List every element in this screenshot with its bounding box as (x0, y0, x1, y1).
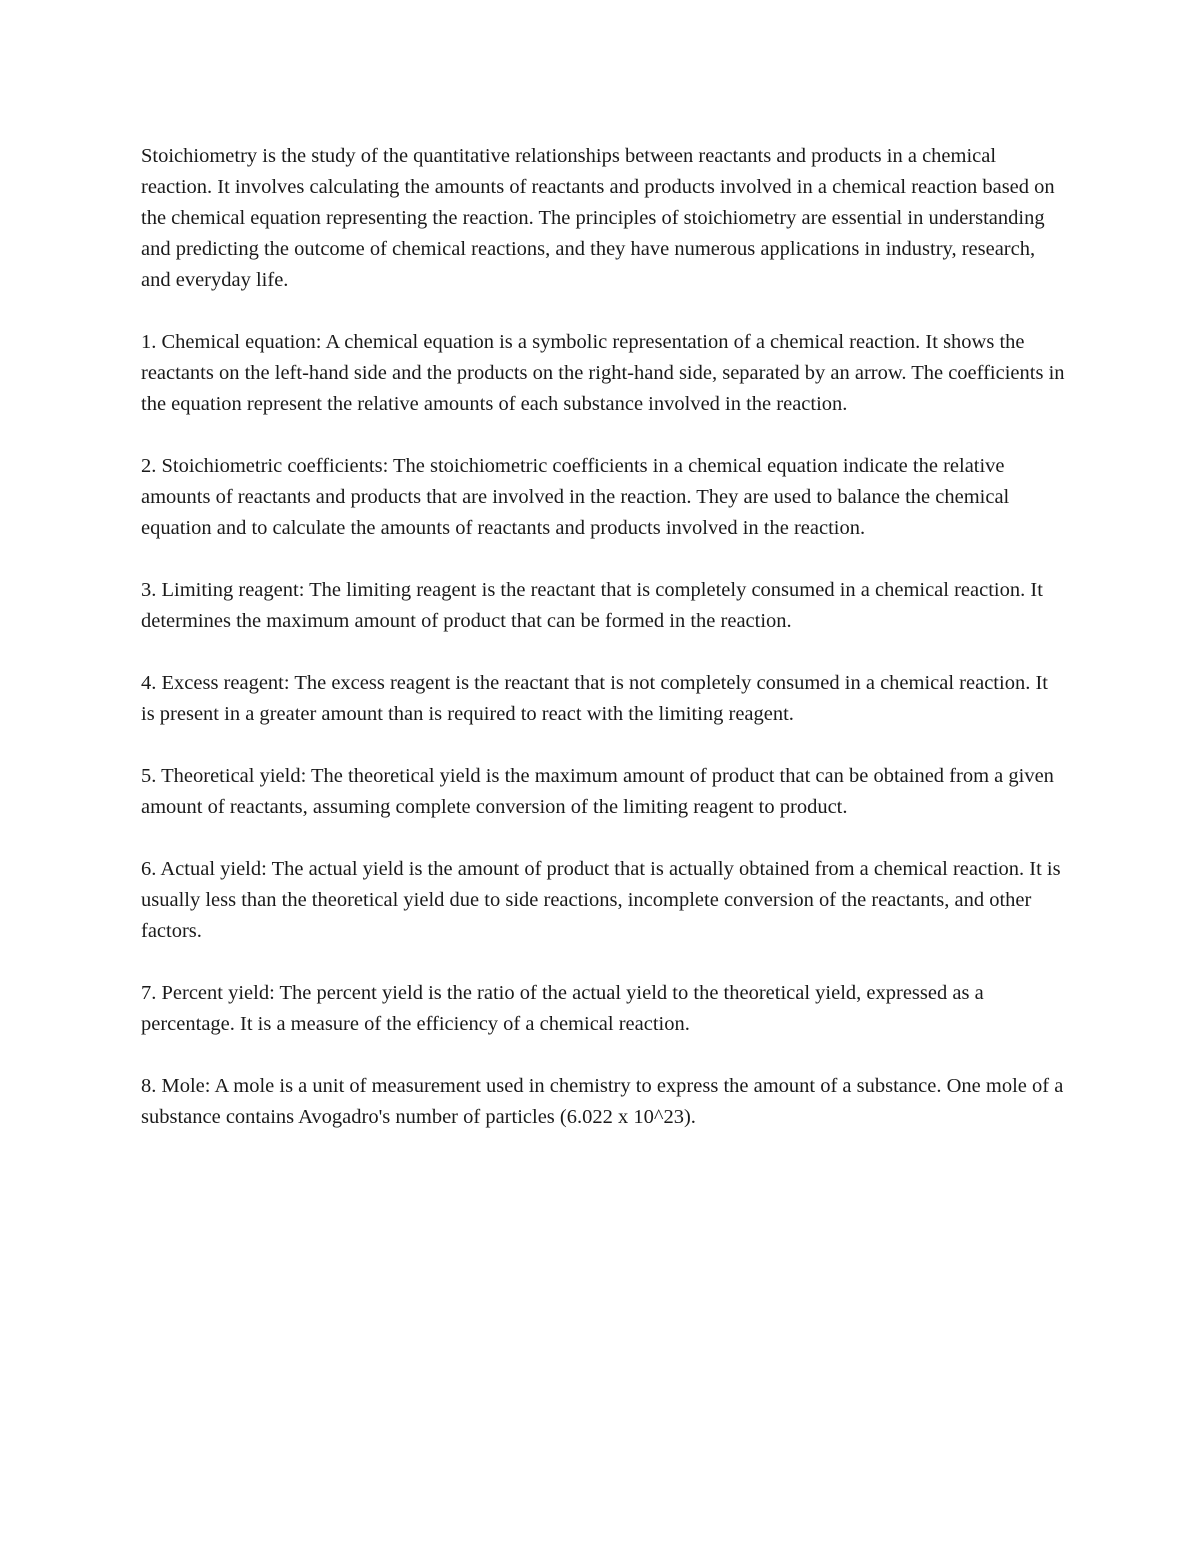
intro-paragraph: Stoichiometry is the study of the quantitative relationships between reactants and products in a chemical reaction. It involves calculating the amounts of reactants and products involved in a chemical reaction based on the chemical equation representing the reaction. The principles of stoichiometry are essential in understanding and predicting the outcome of chemical reactions, and they have numerous applications in industry, research, and everyday life. (141, 145, 1055, 291)
document-body (141, 141, 1066, 1133)
item-actual-yield: 6. Actual yield: The actual yield is the amount of product that is actually obtained from a chemical reaction. It is usually less than the theoretical yield due to side reactions, incomplete conversion of the reactants, and other factors. (141, 858, 1061, 942)
item-chemical-equation: 1. Chemical equation: A chemical equation is a symbolic representation of a chemical reaction. It shows the reactants on the left-hand side and the products on the right-hand side, separated by an arrow. The coefficients in the equation represent the relative amounts of each substance involved in the reaction. (141, 331, 1065, 415)
item-excess-reagent: 4. Excess reagent: The excess reagent is the reactant that is not completely consumed in a chemical reaction. It is present in a greater amount than is required to react with the limiting reagent. (141, 672, 1048, 725)
item-limiting-reagent: 3. Limiting reagent: The limiting reagent is the reactant that is completely consumed in a chemical reaction. It determines the maximum amount of product that can be formed in the reaction. (141, 579, 1043, 632)
item-stoichiometric-coefficients: 2. Stoichiometric coefficients: The stoichiometric coefficients in a chemical equation indicate the relative amounts of reactants and products that are involved in the reaction. They are used to balance the chemical equation and to calculate the amounts of reactants and products involved in the reaction. (141, 455, 1010, 539)
item-percent-yield: 7. Percent yield: The percent yield is the ratio of the actual yield to the theoretical yield, expressed as a percentage. It is a measure of the efficiency of a chemical reaction. (141, 982, 984, 1035)
item-mole: 8. Mole: A mole is a unit of measurement used in chemistry to express the amount of a substance. One mole of a substance contains Avogadro's number of particles (6.022 x 10^23). (141, 1075, 1064, 1128)
item-theoretical-yield: 5. Theoretical yield: The theoretical yield is the maximum amount of product that can be obtained from a given amount of reactants, assuming complete conversion of the limiting reagent to product. (141, 765, 1054, 818)
